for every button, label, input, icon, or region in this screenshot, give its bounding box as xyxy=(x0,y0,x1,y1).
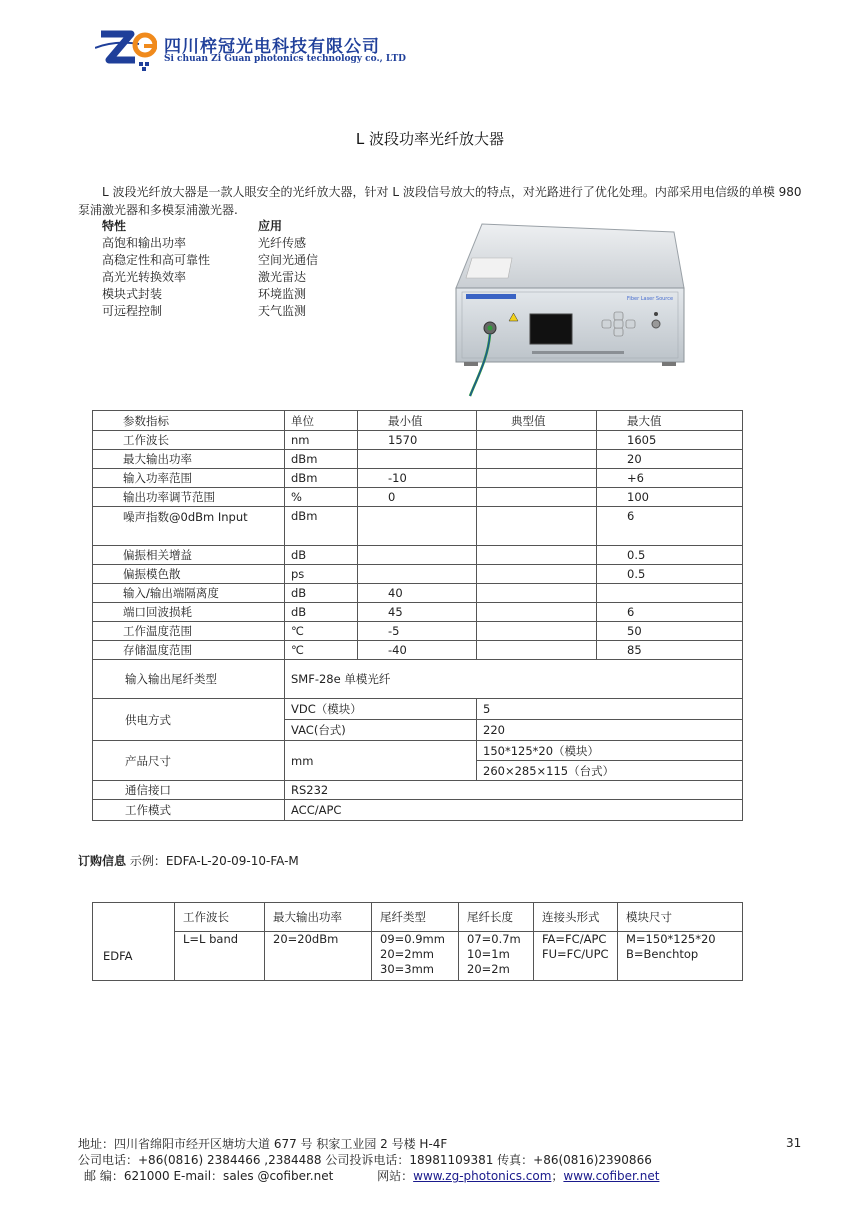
spec-value: 6 xyxy=(597,507,743,546)
spec-label: 输入输出尾纤类型 xyxy=(93,660,285,699)
table-row xyxy=(93,469,743,488)
spec-label: 产品尺寸 xyxy=(93,741,285,781)
spec-header-cell: 单位 xyxy=(285,411,358,431)
order-header-cell: 模块尺寸 xyxy=(618,903,743,932)
applications-column xyxy=(258,218,318,320)
spec-value: 85 xyxy=(597,641,743,660)
application-item: 天气监测 xyxy=(258,304,307,318)
application-item: 环境监测 xyxy=(258,287,307,301)
application-item: 激光雷达 xyxy=(258,270,307,284)
order-header-cell: 尾纤类型 xyxy=(372,903,459,932)
spec-value: -40 xyxy=(358,641,477,660)
order-example: 示例：EDFA-L-20-09-10-FA-M xyxy=(129,854,299,868)
spec-value xyxy=(358,450,477,469)
spec-value xyxy=(358,546,477,565)
order-option: FA=FC/APC xyxy=(542,932,607,946)
spec-value xyxy=(477,431,597,450)
order-header-cell: 工作波长 xyxy=(175,903,265,932)
page-title: L 波段功率光纤放大器 xyxy=(355,130,505,148)
table-row xyxy=(93,488,743,507)
spec-value: 6 xyxy=(597,603,743,622)
spec-value: 50 xyxy=(597,622,743,641)
footer-address: 地址：四川省绵阳市经开区塘坊大道 677 号 积家工业园 2 号楼 H-4F xyxy=(78,1137,448,1151)
order-info xyxy=(78,852,299,869)
order-option: 30=3mm xyxy=(380,962,434,976)
spec-label: 输出功率调节范围 xyxy=(93,488,285,507)
laser-amplifier-device-photo xyxy=(452,218,687,398)
applications-heading: 应用 xyxy=(258,219,283,233)
company-name-en: Si chuan Zi Guan photonics technology co., LTD xyxy=(164,54,406,64)
table-row xyxy=(93,741,743,761)
order-option: 09=0.9mm xyxy=(380,932,445,946)
footer-website-sep: ； xyxy=(551,1169,564,1183)
panel-label: Fiber Laser Source xyxy=(626,296,674,302)
spec-label: 最大输出功率 xyxy=(93,450,285,469)
spec-header-cell: 参数指标 xyxy=(93,411,285,431)
order-option: 10=1m xyxy=(467,947,510,961)
spec-label: 输入/输出端隔离度 xyxy=(93,584,285,603)
order-cell xyxy=(175,932,265,981)
spec-value xyxy=(477,450,597,469)
order-cell xyxy=(459,932,534,981)
order-option: 20=2m xyxy=(467,962,510,976)
spec-label: 输入功率范围 xyxy=(93,469,285,488)
spec-value: 5 xyxy=(477,699,743,720)
spec-label: 偏振模色散 xyxy=(93,565,285,584)
order-header-cell: 尾纤长度 xyxy=(459,903,534,932)
spec-value: -10 xyxy=(358,469,477,488)
spec-header-row xyxy=(93,411,743,431)
order-option: B=Benchtop xyxy=(626,947,699,961)
spec-value: 100 xyxy=(597,488,743,507)
table-row xyxy=(93,699,743,720)
spec-value: 0.5 xyxy=(597,565,743,584)
spec-value xyxy=(477,469,597,488)
feature-item: 模块式封装 xyxy=(102,287,163,301)
footer xyxy=(78,1136,659,1184)
order-row xyxy=(93,932,743,981)
spec-value: dB xyxy=(285,584,358,603)
footer-website-label: 网站： xyxy=(377,1169,414,1183)
spec-value: % xyxy=(285,488,358,507)
spec-value: ps xyxy=(285,565,358,584)
spec-value: dBm xyxy=(285,507,358,546)
page-number: 31 xyxy=(786,1136,802,1150)
spec-value: SMF-28e 单模光纤 xyxy=(285,660,743,699)
spec-value xyxy=(597,584,743,603)
spec-label: 端口回波损耗 xyxy=(93,603,285,622)
spec-value: 0 xyxy=(358,488,477,507)
feature-item: 高饱和输出功率 xyxy=(102,236,187,250)
application-item: 空间光通信 xyxy=(258,253,319,267)
order-option: L=L band xyxy=(183,932,239,946)
intro-paragraph: L 波段光纤放大器是一款人眼安全的光纤放大器，针对 L 波段信号放大的特点，对光路进行了优化处理。内部采用电信级的单模 980 泵浦激光器和多模泵浦激光器. xyxy=(78,185,802,217)
features-column xyxy=(102,218,210,320)
website-link-2[interactable]: www.cofiber.net xyxy=(563,1169,660,1183)
order-cell xyxy=(618,932,743,981)
spec-value: 150*125*20（模块） xyxy=(477,741,743,761)
spec-table xyxy=(92,410,743,821)
spec-value: 1605 xyxy=(597,431,743,450)
order-option: M=150*125*20 xyxy=(626,932,716,946)
spec-value xyxy=(477,584,597,603)
footer-postcode: 邮 编：621000 E-mail：sales @cofiber.net xyxy=(84,1169,334,1183)
spec-label: 工作温度范围 xyxy=(93,622,285,641)
table-row xyxy=(93,660,743,699)
table-row xyxy=(93,781,743,800)
spec-value: 1570 xyxy=(358,431,477,450)
order-option: 20=2mm xyxy=(380,947,434,961)
spec-value xyxy=(477,488,597,507)
order-product: EDFA xyxy=(93,932,175,981)
order-option: 07=0.7m xyxy=(467,932,521,946)
spec-header-cell: 最大值 xyxy=(597,411,743,431)
spec-value xyxy=(477,507,597,546)
footer-postcode-email xyxy=(78,1168,659,1184)
spec-value: 0.5 xyxy=(597,546,743,565)
spec-value: ℃ xyxy=(285,622,358,641)
order-option: FU=FC/UPC xyxy=(542,947,609,961)
spec-value xyxy=(477,546,597,565)
table-row xyxy=(93,641,743,660)
spec-value xyxy=(477,603,597,622)
feature-item: 可远程控制 xyxy=(102,304,163,318)
feature-item: 高光光转换效率 xyxy=(102,270,187,284)
table-row xyxy=(93,622,743,641)
order-table xyxy=(92,902,743,981)
spec-value: 45 xyxy=(358,603,477,622)
spec-value: 40 xyxy=(358,584,477,603)
spec-value xyxy=(358,507,477,546)
spec-value xyxy=(358,565,477,584)
footer-phone: 公司电话：+86(0816) 2384466 ,2384488 公司投诉电话：18981109381 传真：+86(0816)2390866 xyxy=(78,1153,652,1167)
features-heading: 特性 xyxy=(102,219,127,233)
spec-label: 工作波长 xyxy=(93,431,285,450)
spec-value: dBm xyxy=(285,450,358,469)
table-row xyxy=(93,800,743,821)
spec-value: dB xyxy=(285,546,358,565)
spec-value: 260×285×115（台式） xyxy=(477,761,743,781)
spec-value: 20 xyxy=(597,450,743,469)
feature-item: 高稳定性和高可靠性 xyxy=(102,253,211,267)
spec-value xyxy=(477,565,597,584)
company-name-cn: 四川梓冠光电科技有限公司 xyxy=(164,37,380,57)
spec-value: ℃ xyxy=(285,641,358,660)
website-link-1[interactable]: www.zg-photonics.com xyxy=(413,1169,552,1183)
order-label: 订购信息 xyxy=(78,854,127,868)
spec-value: dB xyxy=(285,603,358,622)
spec-label: 通信接口 xyxy=(93,781,285,800)
spec-value: nm xyxy=(285,431,358,450)
spec-label: 工作模式 xyxy=(93,800,285,821)
spec-header-cell: 最小值 xyxy=(358,411,477,431)
spec-value: VAC(台式) xyxy=(285,720,477,741)
order-header-cell: 连接头形式 xyxy=(534,903,618,932)
spec-label: 噪声指数@0dBm Input xyxy=(93,507,285,546)
table-row xyxy=(93,584,743,603)
table-row xyxy=(93,450,743,469)
table-row xyxy=(93,431,743,450)
table-row xyxy=(93,603,743,622)
spec-value: RS232 xyxy=(285,781,743,800)
table-row xyxy=(93,507,743,546)
order-cell xyxy=(265,932,372,981)
table-row xyxy=(93,565,743,584)
spec-value: +6 xyxy=(597,469,743,488)
order-cell xyxy=(372,932,459,981)
spec-value: mm xyxy=(285,741,477,781)
spec-header-cell: 典型值 xyxy=(477,411,597,431)
table-row xyxy=(93,546,743,565)
spec-value xyxy=(477,641,597,660)
order-header-cell: 最大输出功率 xyxy=(265,903,372,932)
spec-label: 供电方式 xyxy=(93,699,285,741)
spec-value xyxy=(477,622,597,641)
spec-value: VDC（模块） xyxy=(285,699,477,720)
order-header-row xyxy=(93,903,743,932)
spec-value: ACC/APC xyxy=(285,800,743,821)
application-item: 光纤传感 xyxy=(258,236,307,250)
spec-value: 220 xyxy=(477,720,743,741)
order-cell xyxy=(534,932,618,981)
company-logo-icon xyxy=(95,26,157,72)
spec-label: 偏振相关增益 xyxy=(93,546,285,565)
spec-value: -5 xyxy=(358,622,477,641)
order-option: 20=20dBm xyxy=(273,932,339,946)
spec-label: 存储温度范围 xyxy=(93,641,285,660)
spec-value: dBm xyxy=(285,469,358,488)
